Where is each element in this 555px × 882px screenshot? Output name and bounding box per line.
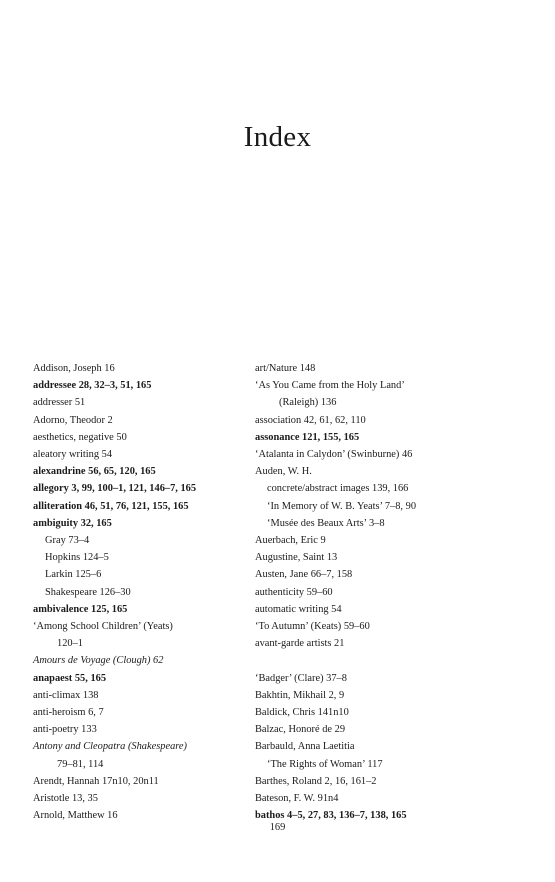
index-entry: ‘Among School Children’ (Yeats) — [33, 621, 173, 633]
page-number: 169 — [269, 822, 286, 833]
index-entry: ‘To Autumn’ (Keats) 59–60 — [255, 621, 370, 633]
index-entry: addresser 51 — [33, 397, 86, 409]
index-entry: Bateson, F. W. 91n4 — [255, 793, 339, 805]
index-entry: aleatory writing 54 — [33, 449, 113, 461]
index-entry: Augustine, Saint 13 — [255, 552, 338, 564]
index-column-left — [33, 360, 268, 824]
index-entry: Auerbach, Eric 9 — [255, 535, 326, 547]
index-entry: anapaest 55, 165 — [33, 672, 107, 684]
index-entry: ambiguity 32, 165 — [33, 517, 112, 529]
index-entry: alexandrine 56, 65, 120, 165 — [33, 466, 156, 478]
index-entry: ambivalence 125, 165 — [33, 603, 128, 615]
index-entry: Hopkins 124–5 — [45, 552, 109, 564]
index-entry: anti-climax 138 — [33, 689, 99, 701]
index-entry: Arnold, Matthew 16 — [33, 810, 118, 822]
index-entry: anti-poetry 133 — [33, 724, 97, 736]
index-entry: Gray 73–4 — [45, 535, 90, 547]
index-gap — [255, 652, 525, 669]
index-entry: art/Nature 148 — [255, 363, 316, 374]
index-entry: 120–1 — [57, 638, 83, 650]
index-entry: Barthes, Roland 2, 16, 161–2 — [255, 775, 377, 787]
index-entry: ‘Musée des Beaux Arts’ 3–8 — [267, 517, 385, 529]
index-entry: Adorno, Theodor 2 — [33, 414, 113, 426]
index-entry: assonance 121, 155, 165 — [255, 431, 360, 443]
index-entry: alliteration 46, 51, 76, 121, 155, 165 — [33, 500, 189, 512]
index-entry: Balzac, Honoré de 29 — [255, 724, 346, 736]
page-title: Index — [243, 121, 312, 153]
index-entry: ‘The Rights of Woman’ 117 — [267, 758, 383, 770]
index-entry: Auden, W. H. — [255, 466, 312, 478]
index-entry: authenticity 59–60 — [255, 586, 333, 598]
index-entry: ‘As You Came from the Holy Land’ — [255, 380, 405, 392]
index-entry: automatic writing 54 — [255, 603, 342, 615]
index-entry: Addison, Joseph 16 — [33, 363, 115, 374]
index-entry: Arendt, Hannah 17n10, 20n11 — [33, 775, 159, 787]
index-entry: Barbauld, Anna Laetitia — [255, 741, 355, 753]
index-entry: Aristotle 13, 35 — [33, 793, 98, 805]
index-entry: avant-garde artists 21 — [255, 638, 345, 650]
index-entry: ‘Atalanta in Calydon’ (Swinburne) 46 — [255, 449, 413, 461]
index-entry: concrete/abstract images 139, 166 — [267, 483, 409, 495]
index-entry: aesthetics, negative 50 — [33, 431, 127, 443]
index-entry: Larkin 125–6 — [45, 569, 102, 581]
index-entry: Antony and Cleopatra (Shakespeare) — [33, 741, 187, 753]
index-entry: Amours de Voyage (Clough) 62 — [33, 655, 164, 667]
index-entry: Austen, Jane 66–7, 158 — [255, 569, 353, 581]
index-entry: 79–81, 114 — [57, 758, 104, 770]
index-entry: addressee 28, 32–3, 51, 165 — [33, 380, 152, 392]
index-entry: (Raleigh) 136 — [279, 397, 337, 409]
index-entry: allegory 3, 99, 100–1, 121, 146–7, 165 — [33, 483, 197, 495]
index-column-right — [255, 360, 525, 824]
index-entry: ‘In Memory of W. B. Yeats’ 7–8, 90 — [267, 500, 417, 512]
index-entry: Shakespeare 126–30 — [45, 586, 131, 598]
index-entry: bathos 4–5, 27, 83, 136–7, 138, 165 — [255, 810, 407, 822]
index-entry: Bakhtin, Mikhail 2, 9 — [255, 689, 345, 701]
index-entry: ‘Badger’ (Clare) 37–8 — [255, 672, 347, 684]
index-entry: Baldick, Chris 141n10 — [255, 707, 349, 719]
index-entry: association 42, 61, 62, 110 — [255, 414, 366, 426]
index-entry: anti-heroism 6, 7 — [33, 707, 104, 719]
